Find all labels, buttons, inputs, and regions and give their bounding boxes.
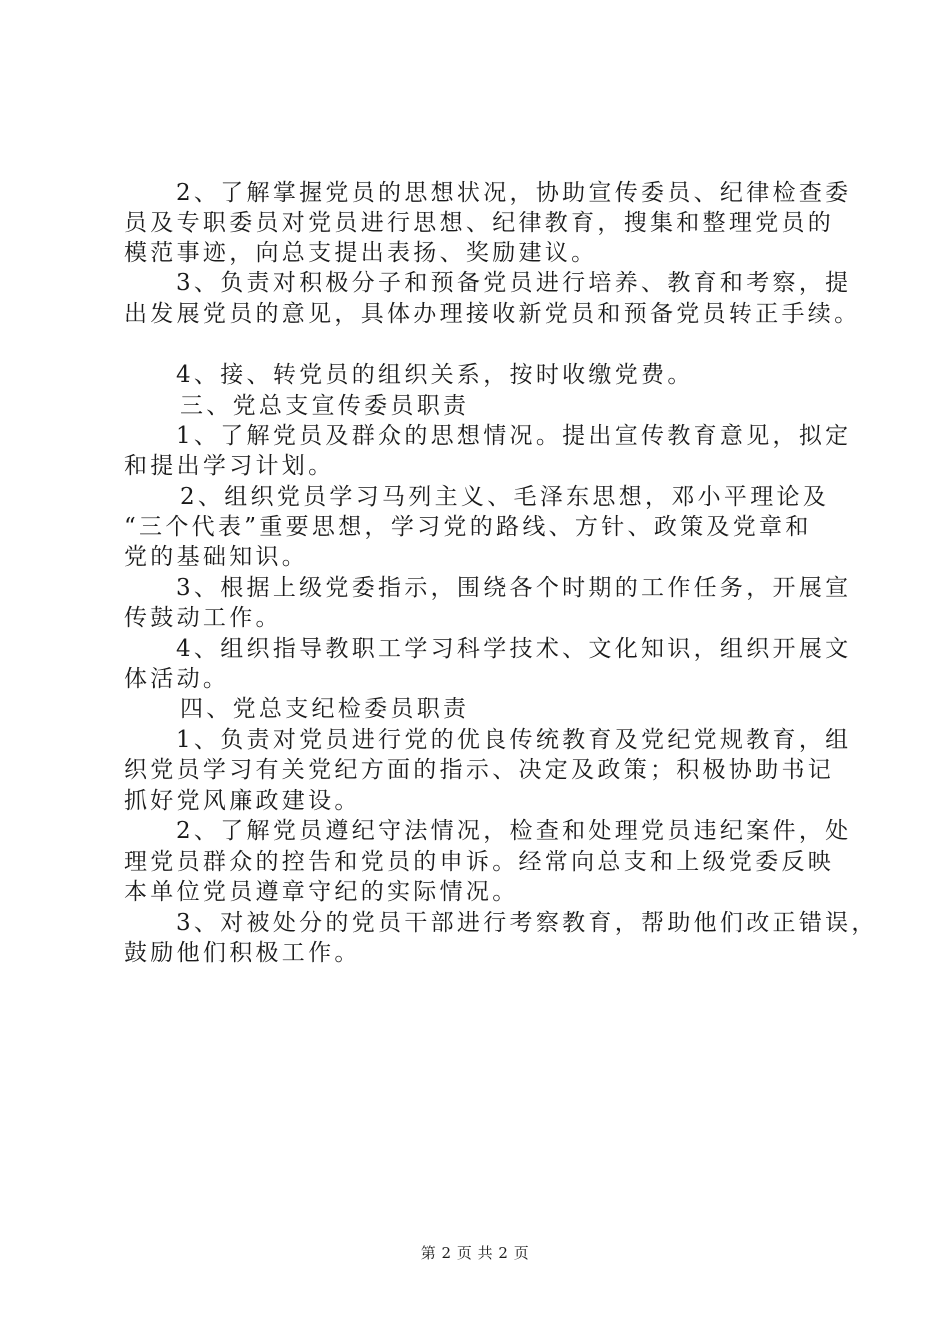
paragraph-line: 4、组织指导教职工学习科学技术、文化知识，组织开展文 — [176, 636, 852, 662]
section-heading: 三、党总支宣传委员职责 — [180, 393, 470, 419]
page-number-footer: 第 2 页 共 2 页 — [420, 1244, 530, 1262]
paragraph-line: 2、了解党员遵纪守法情况，检查和处理党员违纪案件，处 — [176, 818, 852, 844]
paragraph-line: 员及专职委员对党员进行思想、纪律教育，搜集和整理党员的 — [124, 210, 835, 236]
paragraph-line: 织党员学习有关党纪方面的指示、决定及政策；积极协助书记 — [124, 757, 835, 783]
paragraph-line: 传鼓动工作。 — [124, 605, 282, 631]
paragraph-line: “三个代表”重要思想，学习党的路线、方针、政策及党章和 — [124, 514, 812, 540]
section-heading: 四、党总支纪检委员职责 — [180, 696, 470, 722]
paragraph-line: 出发展党员的意见，具体办理接收新党员和预备党员转正手续。 — [124, 301, 861, 327]
paragraph-line: 3、负责对积极分子和预备党员进行培养、教育和考察，提 — [176, 270, 852, 296]
paragraph-line: 体活动。 — [124, 666, 230, 692]
paragraph-line: 党的基础知识。 — [124, 544, 309, 570]
paragraph-line: 1、负责对党员进行党的优良传统教育及党纪党规教育，组 — [176, 727, 852, 753]
paragraph-line: 4、接、转党员的组织关系，按时收缴党费。 — [176, 362, 694, 388]
paragraph-line: 本单位党员遵章守纪的实际情况。 — [124, 879, 519, 905]
paragraph-line: 1、了解党员及群众的思想情况。提出宣传教育意见，拟定 — [176, 423, 852, 449]
paragraph-line: 鼓励他们积极工作。 — [124, 940, 361, 966]
paragraph-line: 2、了解掌握党员的思想状况，协助宣传委员、纪律检查委 — [176, 180, 852, 206]
paragraph-line: 3、根据上级党委指示，围绕各个时期的工作任务，开展宣 — [176, 575, 852, 601]
paragraph-line: 模范事迹，向总支提出表扬、奖励建议。 — [124, 240, 598, 266]
paragraph-line: 2、组织党员学习马列主义、毛泽东思想，邓小平理论及 — [180, 484, 830, 510]
paragraph-line: 理党员群众的控告和党员的申诉。经常向总支和上级党委反映 — [124, 849, 835, 875]
paragraph-line: 和提出学习计划。 — [124, 453, 335, 479]
paragraph-line: 抓好党风廉政建设。 — [124, 788, 361, 814]
paragraph-line: 3、对被处分的党员干部进行考察教育，帮助他们改正错误， — [176, 910, 878, 936]
